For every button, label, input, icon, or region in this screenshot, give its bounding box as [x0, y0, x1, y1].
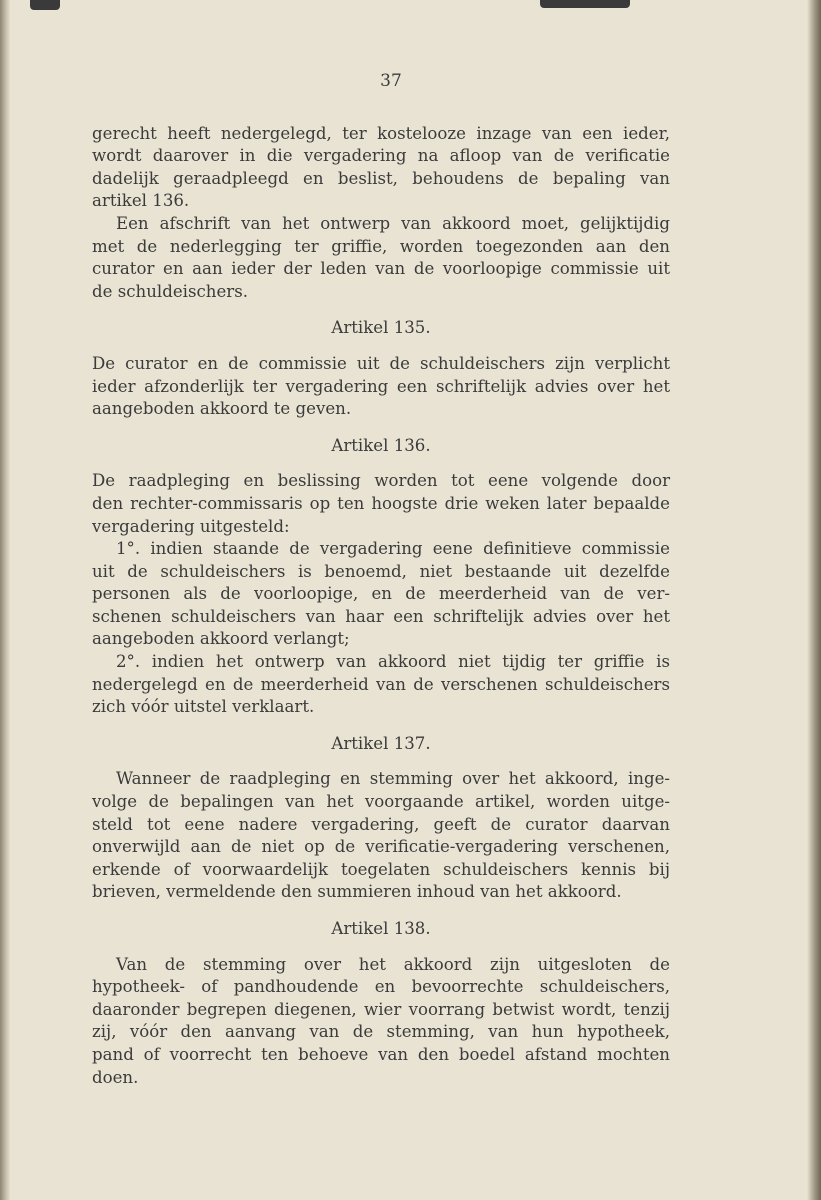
- text-line: De curator en de commissie uit de schuldeischers zijn verplicht: [92, 353, 670, 373]
- text-line: ieder afzonderlijk ter vergadering een schriftelijk advies over het: [92, 376, 670, 396]
- text-line: nedergelegd en de meerderheid van de verschenen schuldeischers: [92, 674, 670, 694]
- text-line: aangeboden akkoord te geven.: [92, 399, 352, 419]
- text-line: Een afschrift van het ontwerp van akkoord moet, gelijktijdig: [116, 213, 670, 233]
- text-line: 1°. indien staande de vergadering eene definitieve commissie: [116, 539, 670, 559]
- text-line: artikel 136.: [92, 191, 190, 211]
- text-line: vergadering uitgesteld:: [92, 516, 290, 536]
- text-line: pand of voorrecht ten behoeve van den boedel afstand mochten: [92, 1044, 670, 1064]
- page-content: [92, 70, 670, 1089]
- text-line: zij, vóór den aanvang van de stemming, van hun hypotheek,: [92, 1022, 670, 1042]
- page-spine-shadow: [0, 0, 10, 1200]
- text-line: erkende of voorwaardelijk toegelaten schuldeischers kennis bij: [92, 859, 670, 879]
- page-number: 37: [380, 71, 402, 91]
- text-line: De raadpleging en beslissing worden tot eene volgende door: [92, 471, 670, 491]
- article-heading-137: Artikel 137.: [331, 733, 431, 753]
- paragraph: [92, 470, 670, 538]
- paragraph: [92, 651, 670, 719]
- article-heading-136: Artikel 136.: [331, 435, 431, 455]
- text-line: gerecht heeft nedergelegd, ter kostelooze inzage van een ieder,: [92, 123, 670, 143]
- text-line: volge de bepalingen van het voorgaande artikel, worden uitge-: [92, 792, 670, 812]
- text-line: dadelijk geraadpleegd en beslist, behoudens de bepaling van: [92, 168, 670, 188]
- text-line: steld tot eene nadere vergadering, geeft de curator daarvan: [92, 814, 670, 834]
- text-line: zich vóór uitstel verklaart.: [92, 697, 315, 717]
- text-line: wordt daarover in die vergadering na afloop van de verificatie: [92, 146, 670, 166]
- article-heading-138: Artikel 138.: [331, 919, 431, 938]
- text-line: hypotheek- of pandhoudende en bevoorrechte schuldeischers,: [92, 977, 670, 997]
- text-line: 2°. indien het ontwerp van akkoord niet tijdig ter griffie is: [116, 652, 670, 672]
- text-line: Van de stemming over het akkoord zijn uitgesloten de: [116, 954, 670, 974]
- text-line: met de nederlegging ter griffie, worden toegezonden aan den: [92, 236, 670, 256]
- text-line: den rechter-commissaris op ten hoogste drie weken later bepaalde: [92, 493, 670, 513]
- text-line: brieven, vermeldende den summieren inhoud van het akkoord.: [92, 882, 622, 902]
- paragraph: [92, 353, 670, 421]
- paragraph: [92, 768, 670, 904]
- paragraph: [92, 538, 670, 651]
- text-line: daaronder begrepen diegenen, wier voorrang betwist wordt, tenzij: [92, 999, 670, 1019]
- text-line: personen als de voorloopige, en de meerderheid van de ver-: [92, 584, 670, 604]
- text-line: doen.: [92, 1067, 139, 1087]
- text-line: Wanneer de raadpleging en stemming over het akkoord, inge-: [116, 769, 670, 789]
- text-line: onverwijld aan de niet op de verificatie-vergadering verschenen,: [92, 837, 670, 857]
- paragraph: [92, 123, 670, 213]
- text-line: de schuldeischers.: [92, 281, 248, 301]
- top-ink-mark: [540, 0, 630, 8]
- text-line: curator en aan ieder der leden van de voorloopige commissie uit: [92, 259, 670, 279]
- text-line: aangeboden akkoord verlangt;: [92, 629, 350, 649]
- paragraph: [92, 954, 670, 1090]
- text-line: uit de schuldeischers is benoemd, niet bestaande uit dezelfde: [92, 561, 670, 581]
- article-heading-135: Artikel 135.: [331, 318, 431, 338]
- top-ink-mark: [30, 0, 60, 10]
- page-right-edge: [807, 0, 821, 1200]
- text-line: schenen schuldeischers van haar een schriftelijk advies over het: [92, 606, 670, 626]
- paragraph: [92, 213, 670, 303]
